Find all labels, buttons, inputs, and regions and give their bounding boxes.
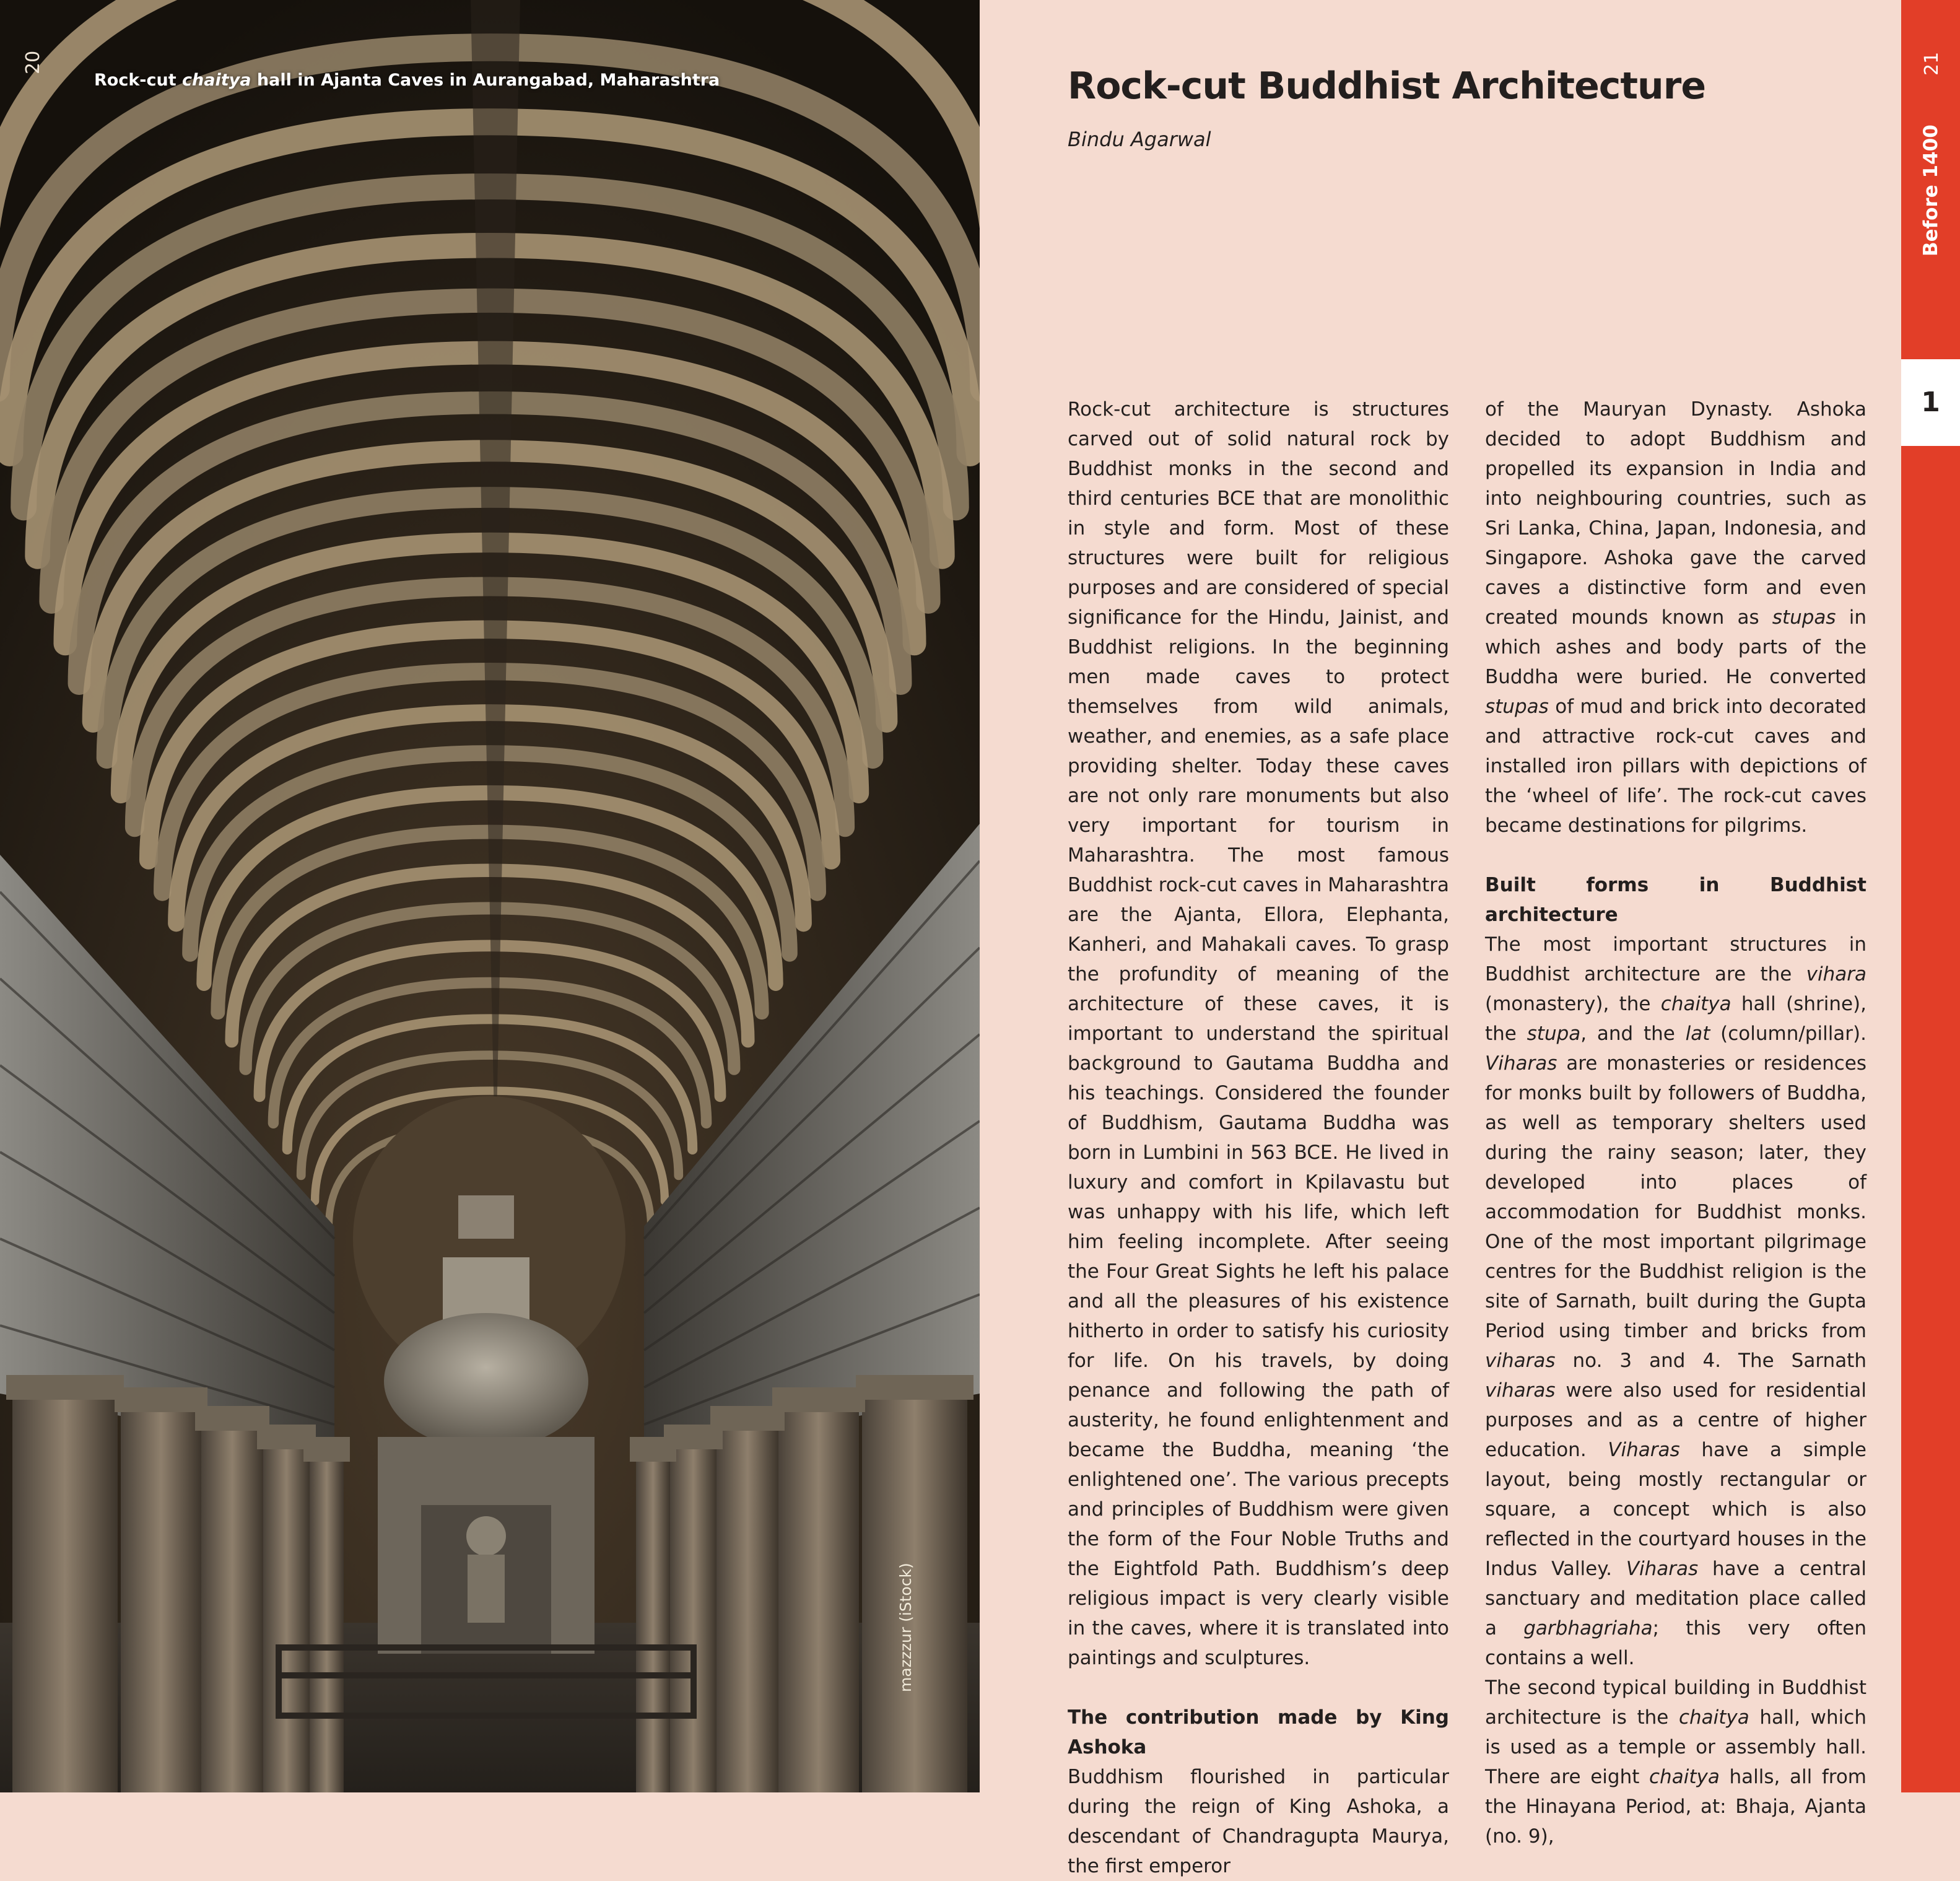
chapter-tab-strip — [1901, 0, 1960, 1792]
ashoka-paragraph-continued: of the Mauryan Dynasty. Ashoka decided to adopt Buddhism and propelled its expansion in India and into neighbouring countries, such as Sri Lanka, China, Japan, Indonesia, and Singapore. Ashoka gave the carved caves a distinctive form and even created mounds known as stupas in which ashes and body parts of the Buddha were buried. He converted stupas of mud and brick into decorated and attractive rock-cut caves and installed iron pillars with depictions of the ‘wheel of life’. The rock-cut caves became destinations for pilgrims. — [1485, 398, 1866, 837]
pillar — [310, 1462, 344, 1792]
pillar — [778, 1412, 859, 1792]
chaitya-paragraph: The second typical building in Buddhist architecture is the chaitya hall, which is used as a temple or assembly hall. There are eight chaitya halls, all from the Hinayana Period, at: Bhaja, Ajanta (no. 9), — [1485, 1677, 1866, 1848]
cave-photo — [0, 0, 980, 1792]
pillar — [636, 1462, 670, 1792]
pillar-capital — [6, 1375, 124, 1400]
text-column-left — [1068, 395, 1449, 1881]
text-column-right — [1485, 395, 1866, 1851]
pillar — [670, 1449, 716, 1792]
page-number-right: 21 — [1921, 51, 1943, 76]
article-title: Rock-cut Buddhist Architecture — [1068, 64, 1706, 108]
pillar — [263, 1449, 310, 1792]
pillar — [12, 1400, 118, 1792]
pillar-capital — [856, 1375, 973, 1400]
heading-built-forms: Built forms in Buddhist architecture — [1485, 874, 1866, 926]
built-forms-paragraph: The most important structures in Buddhist architecture are the vihara (monastery), the chaitya hall (shrine), the stupa, and the lat (column/pillar). Viharas are monasteries or residences for monks built by followers of Buddha, as well as temporary shelters used during the rainy season; later, they developed into places of accommodation for Buddhist monks. One of the most important pilgrimage centres for the Buddhist religion is the site of Sarnath, built during the Gupta Period using timber and bricks from viharas no. 3 and 4. The Sarnath viharas were also used for residential purposes and as a centre of higher education. Viharas have a simple layout, being mostly rectangular or square, a concept which is also reflected in the courtyard houses in the Indus Valley. Viharas have a central sanctuary and meditation place called a garbhagriaha; this very often contains a well. — [1485, 933, 1866, 1669]
pillar — [716, 1431, 778, 1792]
article-author: Bindu Agarwal — [1068, 128, 1211, 151]
pillar-capital — [115, 1387, 207, 1412]
intro-paragraph: Rock-cut architecture is structures carved out of solid natural rock by Buddhist monks in the second and third centuries BCE that are monolithic in style and form. Most of these structures were built for religious purposes and are considered of special significance for the Hindu, Jainist, and Buddhist religions. In the beginning men made caves to protect themselves from wild animals, weather, and enemies, as a safe place providing shelter. Today these caves are not only rare monuments but also very important for tourism in Maharashtra. The most famous Buddhist rock-cut caves in Maharashtra are the Ajanta, Ellora, Elephanta, Kanheri, and Mahakali caves. To grasp the profundity of meaning of the architecture of these caves, it is important to understand the spiritual background to Gautama Buddha and his teachings. Considered the founder of Buddhism, Gautama Buddha was born in Lumbini in 563 BCE. He lived in luxury and comfort in Kpilavastu but was unhappy with his life, which left him feeling incomplete. After seeing the Four Great Sights he left his palace and all the pleasures of his existence hitherto in order to satisfy his curiosity for life. On his travels, by doing penance and following the path of austerity, he found enlightenment and became the Buddha, meaning ‘the enlightened one’. The various precepts and principles of Buddhism were given the form of the Four Noble Truths and the Eightfold Path. Buddhism’s deep religious impact is very clearly visible in the caves, where it is translated into paintings and sculptures. — [1068, 398, 1450, 1669]
pillar — [862, 1400, 967, 1792]
heading-ashoka: The contribution made by King Ashoka — [1068, 1706, 1449, 1758]
article-page — [980, 0, 1901, 1877]
chaitya-hall-image — [0, 0, 980, 1792]
pillar — [121, 1412, 201, 1792]
ashoka-paragraph-start: Buddhism flourished in particular during the reign of King Ashoka, a descendant of Chandragupta Maurya, the first emperor — [1068, 1766, 1449, 1877]
pillar-capital — [772, 1387, 865, 1412]
page-number-left: 20 — [22, 50, 44, 74]
pillar-capital — [303, 1437, 350, 1462]
pillar-capital — [630, 1437, 676, 1462]
chapter-number: 1 — [1901, 359, 1960, 446]
section-label: Before 1400 — [1920, 124, 1942, 256]
photo-caption: Rock-cut chaitya hall in Ajanta Caves in Aurangabad, Maharashtra — [94, 71, 720, 90]
pillar — [201, 1431, 263, 1792]
photo-credit: mazzzur (iStock) — [897, 1563, 915, 1692]
